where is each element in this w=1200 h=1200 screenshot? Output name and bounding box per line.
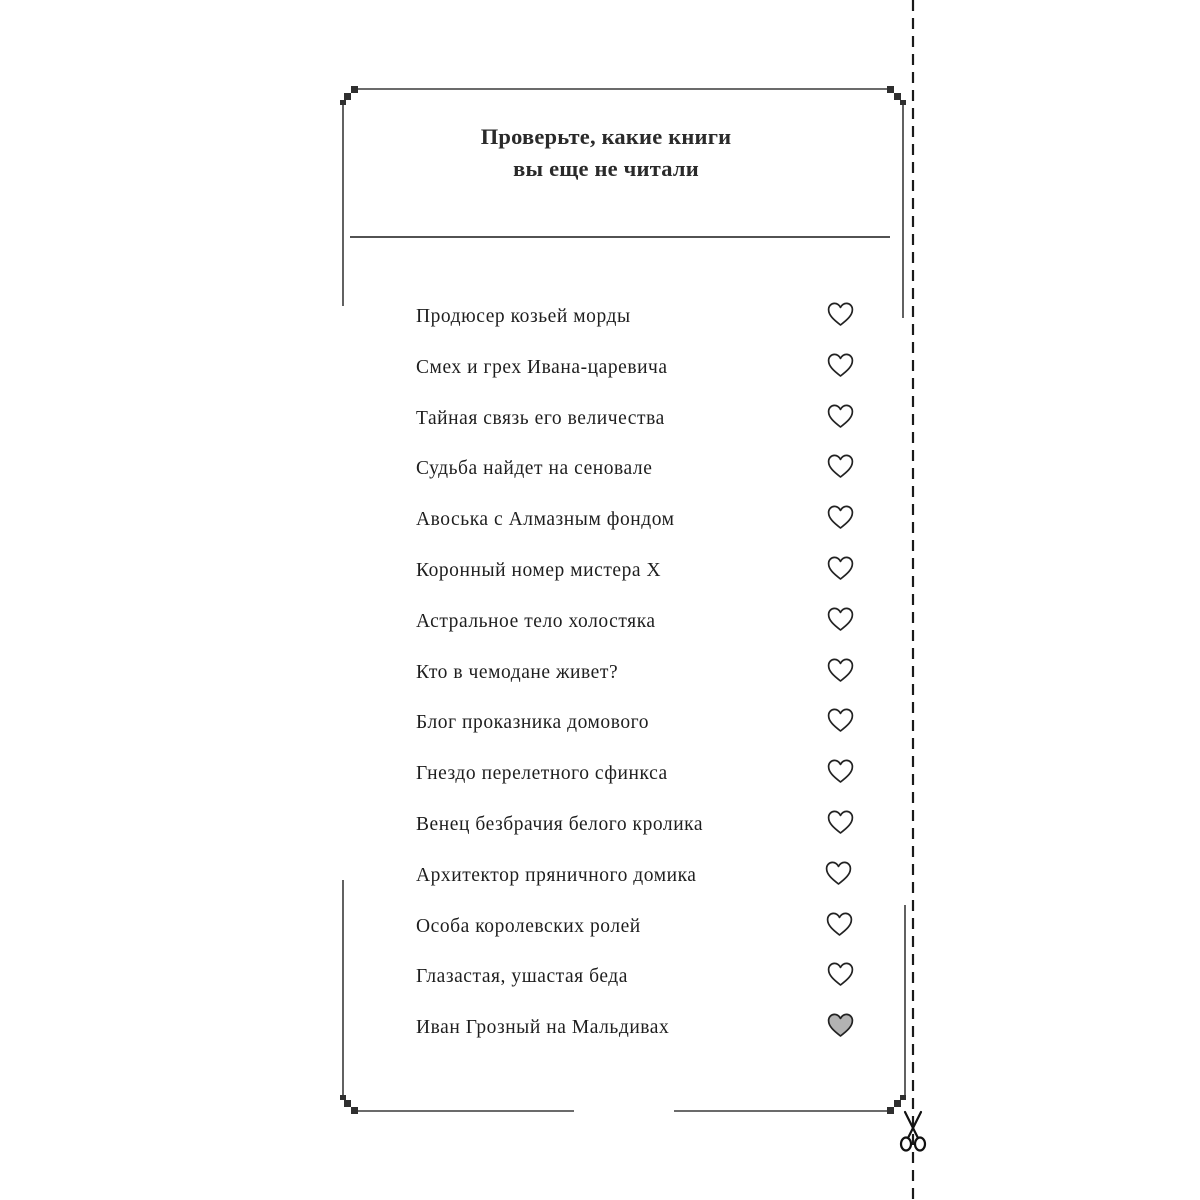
heart-shape [826, 912, 853, 937]
heart-icon[interactable] [827, 962, 854, 987]
heart-icon[interactable] [827, 1013, 854, 1038]
list-item [416, 706, 861, 746]
heart-shape [827, 658, 854, 683]
list-item [416, 757, 861, 797]
heart-shape [827, 810, 854, 835]
heart-shape [827, 708, 854, 733]
list-item [416, 503, 861, 543]
list-item [416, 402, 861, 442]
book-title: Смех и грех Ивана-царевича [416, 356, 668, 378]
heart-icon[interactable] [827, 759, 854, 784]
book-title: Гнездо перелетного сфинкса [416, 763, 668, 785]
heart-shape [827, 1013, 854, 1038]
corner-ornament-bottom-left [340, 1095, 358, 1114]
book-title: Особа королевских ролей [416, 915, 641, 937]
list-item [416, 910, 861, 950]
book-title: Тайная связь его величества [416, 407, 665, 429]
list-item [416, 554, 861, 594]
book-title: Иван Грозный на Мальдивах [416, 1017, 670, 1039]
heart-icon[interactable] [827, 505, 854, 530]
heart-shape [827, 759, 854, 784]
list-item [416, 452, 861, 492]
list-item [416, 351, 861, 391]
list-item [416, 1011, 861, 1051]
heart-icon[interactable] [825, 861, 852, 886]
heart-shape [827, 404, 854, 429]
heart-icon[interactable] [827, 454, 854, 479]
heart-icon[interactable] [827, 302, 854, 327]
heart-shape [827, 353, 854, 378]
book-title: Блог проказника домового [416, 712, 650, 734]
corner-ornament-top-left [340, 86, 358, 105]
book-title: Судьба найдет на сеновале [416, 458, 653, 480]
list-item [416, 859, 861, 899]
heart-shape [827, 962, 854, 987]
heart-icon[interactable] [827, 353, 854, 378]
book-title: Продюсер козьей морды [416, 306, 631, 327]
heart-shape [827, 454, 854, 479]
heart-icon[interactable] [826, 912, 853, 937]
list-item [416, 605, 861, 645]
book-title: Авоська с Алмазным фондом [416, 509, 675, 531]
book-title: Архитектор пряничного домика [416, 864, 697, 886]
heart-shape [827, 556, 854, 581]
corner-ornament-top-right [887, 86, 906, 105]
heart-shape [827, 607, 854, 632]
book-title: Астральное тело холостяка [416, 610, 656, 632]
list-item [416, 300, 861, 340]
list-item [416, 960, 861, 1000]
book-title: Коронный номер мистера Х [416, 560, 662, 581]
corner-ornament-bottom-right [887, 1095, 906, 1114]
page-title-line-2: вы еще не читали [513, 156, 699, 181]
heart-shape [827, 505, 854, 530]
heart-shape [825, 861, 852, 886]
page-title-line-1: Проверьте, какие книги [480, 124, 732, 149]
list-item [416, 808, 861, 848]
heart-icon[interactable] [827, 708, 854, 733]
heart-icon[interactable] [827, 607, 854, 632]
book-title: Глазастая, ушастая беда [416, 966, 628, 988]
book-title: Венец безбрачия белого кролика [416, 814, 704, 835]
book-title: Кто в чемодане живет? [416, 661, 619, 683]
heart-icon[interactable] [827, 404, 854, 429]
list-item [416, 656, 861, 696]
heart-icon[interactable] [827, 658, 854, 683]
heart-icon[interactable] [827, 810, 854, 835]
heart-icon[interactable] [827, 556, 854, 581]
heart-shape [827, 302, 854, 327]
